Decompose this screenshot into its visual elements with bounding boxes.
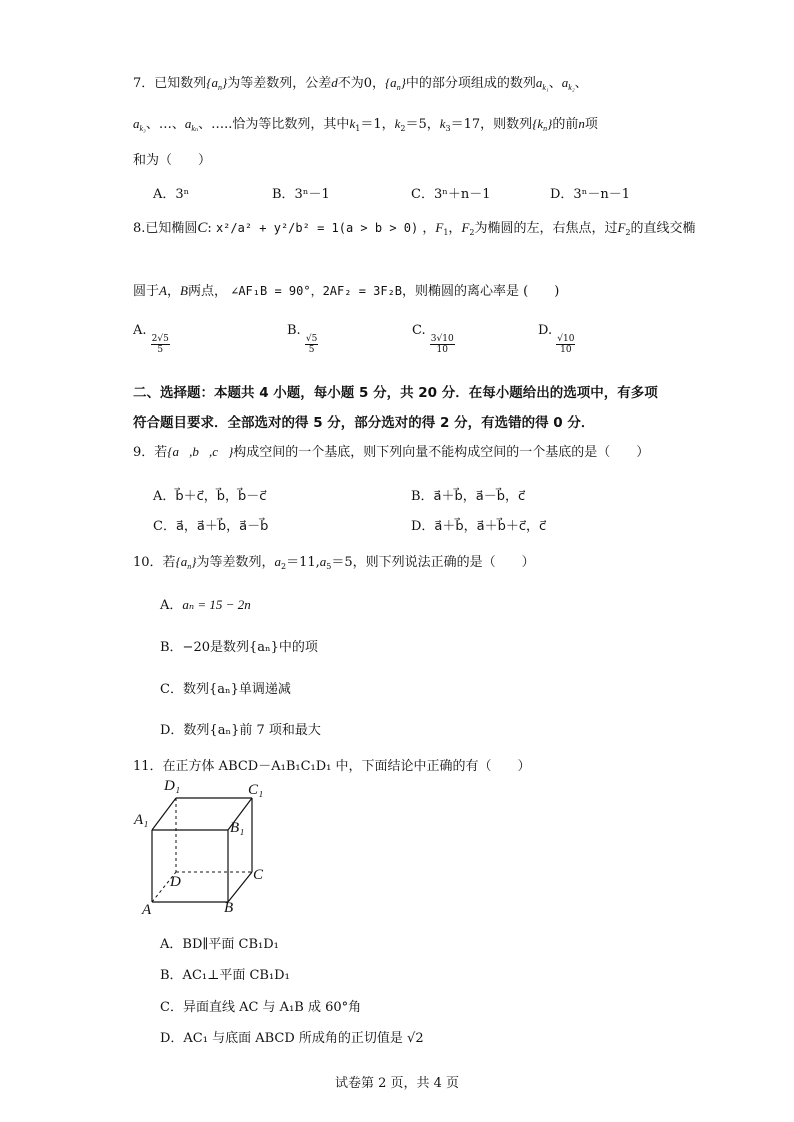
q7-text: 7．已知数列 — [133, 76, 207, 91]
q8-option-c[interactable]: C. $\frac{3√10}{10}$ — [412, 323, 454, 355]
q7-text: 不为0， — [337, 76, 385, 91]
q9-option-b[interactable]: B．a⃗＋b⃗，a⃗－b⃗，c⃗ — [411, 489, 526, 504]
q9-stem: 9．若{a⃗,b⃗,c⃗}构成空间的一个基底，则下列向量不能构成空间的一个基底的是（ ） — [133, 444, 650, 460]
q9-option-d[interactable]: D．a⃗＋b⃗，a⃗＋b⃗＋c⃗，c⃗ — [411, 519, 547, 534]
q8-line1: 8.已知椭圆C: x²/a² + y²/b² = 1(a > b > 0) ，$F_1$，$F_2$为椭圆的左，右焦点，过$F_2$的直线交椭 — [133, 220, 696, 237]
fraction: $\frac{√5}{5}$ — [305, 334, 318, 355]
label-d: D — [170, 874, 181, 890]
q8-text: 的直线交椭 — [630, 221, 696, 236]
q11-option-c[interactable]: C．异面直线 AC 与 A₁B 成 60°角 — [160, 1000, 362, 1015]
q7-line3: 和为（ ） — [133, 153, 212, 168]
q7-option-b[interactable]: B．3ⁿ－1 — [272, 187, 330, 202]
edge-a1-d1 — [152, 798, 176, 830]
q11-option-a[interactable]: A．BD∥平面 CB₁D₁ — [160, 937, 279, 952]
section-heading: 二、选择题：本题共 4 小题，每小题 5 分，共 20 分．在每小题给出的选项中，有多项 — [133, 385, 658, 401]
q8-option-d[interactable]: D. $\frac{√10}{10}$ — [538, 323, 575, 355]
q10-option-c[interactable]: C．数列{aₙ}单调递减 — [160, 682, 291, 697]
q8-option-b[interactable]: B. $\frac{√5}{5}$ — [287, 323, 318, 355]
fraction: $\frac{3√10}{10}$ — [430, 334, 454, 355]
q11-stem: 11．在正方体 ABCD－A₁B₁C₁D₁ 中，下面结论中正确的有（ ） — [133, 759, 531, 774]
label-c: C — [253, 867, 264, 883]
label-a: A — [142, 902, 152, 918]
q7-option-d[interactable]: D．3ⁿ－n－1 — [550, 187, 630, 202]
q9-option-c[interactable]: C．a⃗，a⃗＋b⃗，a⃗－b⃗ — [153, 519, 269, 534]
q7-text: 恰为等比数列，其中 — [232, 117, 350, 132]
q7-text: 为等差数列，公差 — [227, 76, 332, 91]
fraction: $\frac{2√5}{5}$ — [151, 334, 169, 355]
q8-text: 为椭圆的左，右焦点，过 — [474, 221, 618, 236]
q7-option-a[interactable]: A．3ⁿ — [153, 187, 190, 202]
q8-text: 两点， — [187, 284, 227, 299]
label-b1: B₁ — [230, 820, 245, 836]
q7-text: ，则数列 — [480, 117, 533, 132]
q8-text: 8.已知椭圆 — [133, 221, 198, 236]
ellipse-equation: x²/a² + y²/b² = 1(a > b > 0) — [215, 221, 419, 235]
q8-text: ，则椭圆的离心率是 ( ) — [402, 284, 560, 299]
q7-text: 中的部分项组成的数列 — [405, 76, 536, 91]
cube-svg — [130, 778, 280, 923]
label-d1: D₁ — [164, 778, 181, 794]
q8-line2: 圆于A，B两点， ∠AF₁B = 90°，2AF₂ = 3F₂B，则椭圆的离心率是 ( ) — [133, 283, 560, 299]
q7-line1: 7．已知数列$\{a_n\}$为等差数列，公差d不为0，$\{a_n\}$中的部分项组成的数列$a_{k_1}$、$a_{k_2}$、 — [133, 75, 588, 92]
page-footer: 试卷第 2 页，共 4 页 — [334, 1076, 460, 1091]
q7-option-c[interactable]: C．3ⁿ＋n－1 — [411, 187, 491, 202]
section-instructions: 符合题目要求．全部选对的得 5 分，部分选对的得 2 分，有选错的得 0 分． — [133, 415, 595, 431]
angle-vector-equation: ∠AF₁B = 90°，2AF₂ = 3F₂B — [231, 284, 403, 298]
label-b: B — [224, 900, 234, 916]
q8-option-a[interactable]: A. $\frac{2√5}{5}$ — [133, 323, 169, 355]
q7-text: 项 — [584, 117, 598, 132]
fraction: $\frac{√10}{10}$ — [557, 334, 575, 355]
q11-option-b[interactable]: B．AC₁⊥平面 CB₁D₁ — [160, 968, 290, 983]
q11-option-d[interactable]: D．AC₁ 与底面 ABCD 所成角的正切值是 √2 — [160, 1031, 424, 1046]
q9-option-a[interactable]: A．b⃗＋c⃗，b⃗，b⃗－c⃗ — [153, 489, 267, 504]
q10-option-b[interactable]: B．−20是数列{aₙ}中的项 — [160, 640, 318, 655]
label-a1: A₁ — [134, 812, 149, 828]
q10-option-a[interactable]: A．aₙ = 15 − 2n — [160, 597, 251, 613]
label-c1: C₁ — [248, 782, 264, 798]
q7-line2: $a_{k_3}$、…、$a_{k_n}$、…..恰为等比数列，其中$k_1=1$，$k_2=5$，$k_3=17$，则数列$\{k_n\}$的前n项 — [133, 116, 598, 133]
q10-stem: 10．若$\{a_n\}$为等差数列，$a_2=11,a_5=5$，则下列说法正确的是（ ） — [133, 554, 535, 571]
edge-b-c — [228, 872, 252, 902]
q8-text: 圆于 — [133, 284, 160, 299]
cube-diagram — [130, 778, 280, 923]
q7-text: 的前 — [552, 117, 579, 132]
q10-option-d[interactable]: D．数列{aₙ}前 7 项和最大 — [160, 723, 321, 738]
